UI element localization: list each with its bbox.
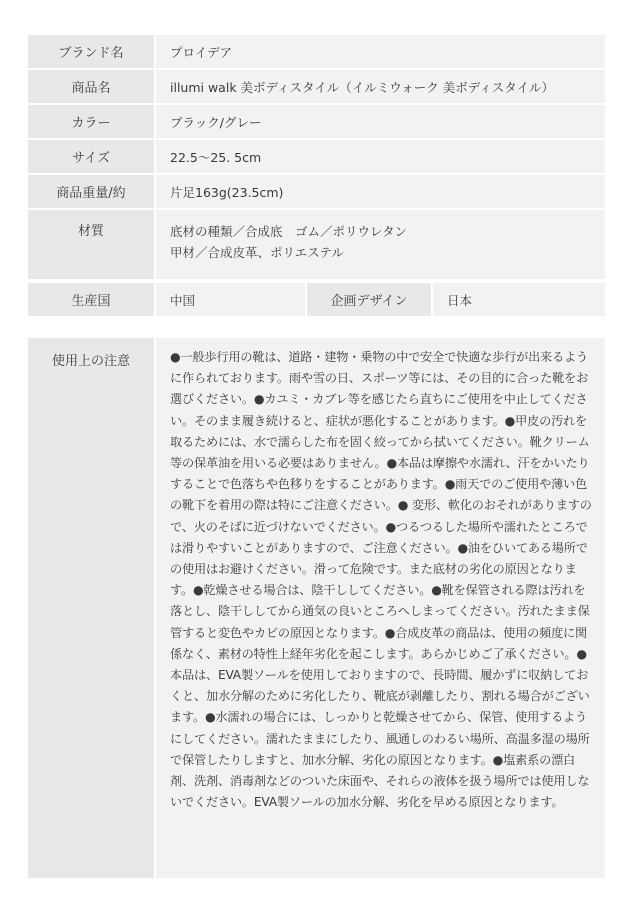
- product-spec-table: [28, 35, 605, 316]
- spec-row-color: [28, 105, 605, 138]
- brand-value: プロイデア: [156, 35, 605, 68]
- origin-value: 中国: [156, 283, 305, 316]
- usage-notes-label: 使用上の注意: [28, 338, 154, 878]
- material-label: 材質: [28, 210, 154, 279]
- product-name-label: 商品名: [28, 70, 154, 103]
- spec-row-weight: [28, 175, 605, 208]
- brand-label: ブランド名: [28, 35, 154, 68]
- usage-notes-text: ●一般歩行用の靴は、道路・建物・乗物の中で安全で快適な歩行が出来るように作られております。雨や雪の日、スポーツ等には、その目的に合った靴をお選びください。●カユミ・カブレ等を感じたら直ちにご使用を中止してください。そのまま履き続けると、症状が悪化することがあります。●甲皮の汚れを取るためには、水で濡らした布を固く絞ってから拭いてください。靴クリーム等の保革油を用いる必要はありません。●本品は摩擦や水濡れ、汗をかいたりすることで色落ちや色移りをすることがあります。●雨天でのご使用や薄い色の靴下を着用の際は特にご注意ください。● 変形、軟化のおそれがありますので、火のそばに近づけないでください。●つるつるした場所や濡れたところでは滑りやすいことがありますので、ご注意ください。●油をひいてある場所での使用はお避けください。滑って危険です。また底材の劣化の原因となります。●乾燥させる場合は、陰干ししてください。●靴を保管される際は汚れを落とし、陰干ししてから通気の良いところへしまってください。汚れたまま保管すると変色やカビの原因となります。●合成皮革の商品は、使用の頻度に関係なく、素材の特性上経年劣化を起こします。あらかじめご了承ください。●本品は、EVA製ソールを使用しておりますので、長時間、履かずに収納しておくと、加水分解のために劣化したり、靴底が剥離したり、割れる場合がございます。●水濡れの場合には、しっかりと乾燥させてから、保管、使用するようにしてください。濡れたままにしたり、風通しのわるい場所、高温多湿の場所で保管したりしますと、加水分解、劣化の原因となります。●塩素系の漂白剤、洗剤、消毒剤などのついた床面や、それらの液体を扱う場所では使用しないでください。EVA製ソールの加水分解、劣化を早める原因となります。: [156, 338, 605, 878]
- color-value: ブラック/グレー: [156, 105, 605, 138]
- size-label: サイズ: [28, 140, 154, 173]
- product-name-value: illumi walk 美ボディスタイル（イルミウォーク 美ボディスタイル）: [156, 70, 605, 103]
- weight-label: 商品重量/約: [28, 175, 154, 208]
- usage-notes-section: [28, 338, 605, 878]
- spec-row-origin: [28, 283, 605, 316]
- material-line-upper: 甲材／合成皮革、ポリエステル: [170, 245, 344, 260]
- design-value: 日本: [433, 283, 605, 316]
- size-value: 22.5～25. 5cm: [156, 140, 605, 173]
- spec-row-size: [28, 140, 605, 173]
- material-line-sole: 底材の種類／合成底 ゴム／ポリウレタン: [170, 224, 408, 239]
- material-value: [156, 210, 605, 279]
- spec-row-product: [28, 70, 605, 103]
- design-label: 企画デザイン: [307, 283, 431, 316]
- spec-row-material: [28, 210, 605, 279]
- spec-row-brand: [28, 35, 605, 68]
- origin-label: 生産国: [28, 283, 154, 316]
- color-label: カラー: [28, 105, 154, 138]
- weight-value: 片足163g(23.5cm): [156, 175, 605, 208]
